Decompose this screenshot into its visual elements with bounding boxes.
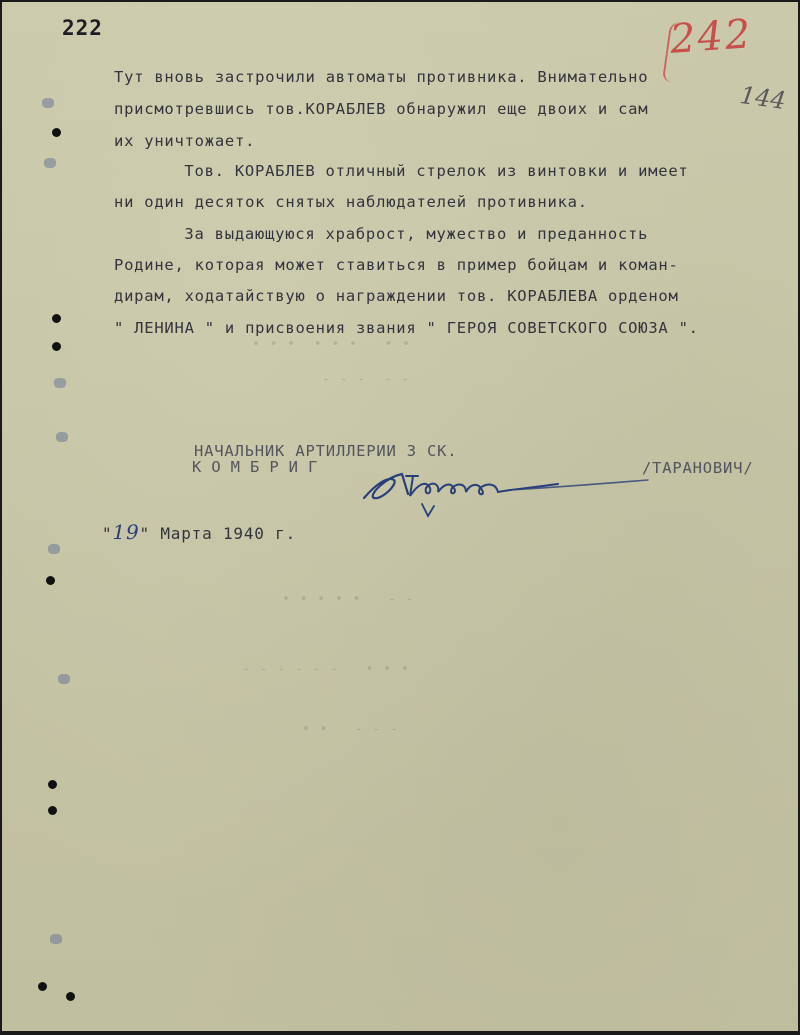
body-line-8: дирам, ходатайствую о награждении тов. КОРАБЛЕВА орденом [114,287,679,305]
body-line-7: Родине, которая может ставиться в пример бойцам и коман- [114,256,679,274]
bleed-through-text: • • • • • - - [282,592,415,607]
punch-hole [52,314,61,323]
ink-smudge [50,934,62,944]
body-line-3: их уничтожает. [114,132,256,150]
ink-smudge [48,544,60,554]
punch-hole [52,342,61,351]
document-page [2,2,798,1031]
signature-rank: КОМБРИГ [192,458,328,476]
ink-smudge [42,98,54,108]
bleed-through-text: - - - - - [322,372,411,387]
archive-number: 242 [668,11,754,63]
punch-hole [46,576,55,585]
punch-hole [48,780,57,789]
page-number: 222 [62,16,103,40]
bleed-through-text: • • • • • • • • [252,337,411,352]
ink-smudge [54,378,66,388]
body-line-1: Тут вновь застрочили автоматы противника. Внимательно [114,68,649,86]
body-line-5: ни один десяток снятых наблюдателей противника. [114,193,588,211]
punch-hole [48,806,57,815]
body-line-4: Тов. КОРАБЛЕВ отличный стрелок из винтовки и имеет [134,162,689,180]
date-month-year: Марта 1940 г. [149,524,296,543]
date-day-handwritten: 19 [112,520,140,544]
document-date [102,520,296,544]
ink-smudge [58,674,70,684]
punch-hole [66,992,75,1001]
ink-smudge [44,158,56,168]
bleed-through-text: - - - - - - • • • [242,662,410,677]
punch-hole [52,128,61,137]
signature-position: НАЧАЛЬНИК АРТИЛЛЕРИИ 3 СК. [194,442,458,460]
ink-smudge [56,432,68,442]
date-close-quote: " [139,524,150,543]
body-line-9: " ЛЕНИНА " и присвоения звания " ГЕРОЯ СОВЕТСКОГО СОЮЗА ". [114,319,699,337]
pencil-number: 144 [738,80,788,116]
bleed-through-text: • • - - - [302,722,400,737]
body-line-2: присмотревшись тов.КОРАБЛЕВ обнаружил еще двоих и сам [114,100,649,118]
body-line-6: За выдающуюся храброст, мужество и преданность [134,225,649,243]
punch-hole [38,982,47,991]
date-open-quote: " [102,524,113,543]
signature-name: /ТАРАНОВИЧ/ [642,459,754,477]
handwritten-signature [358,454,658,524]
